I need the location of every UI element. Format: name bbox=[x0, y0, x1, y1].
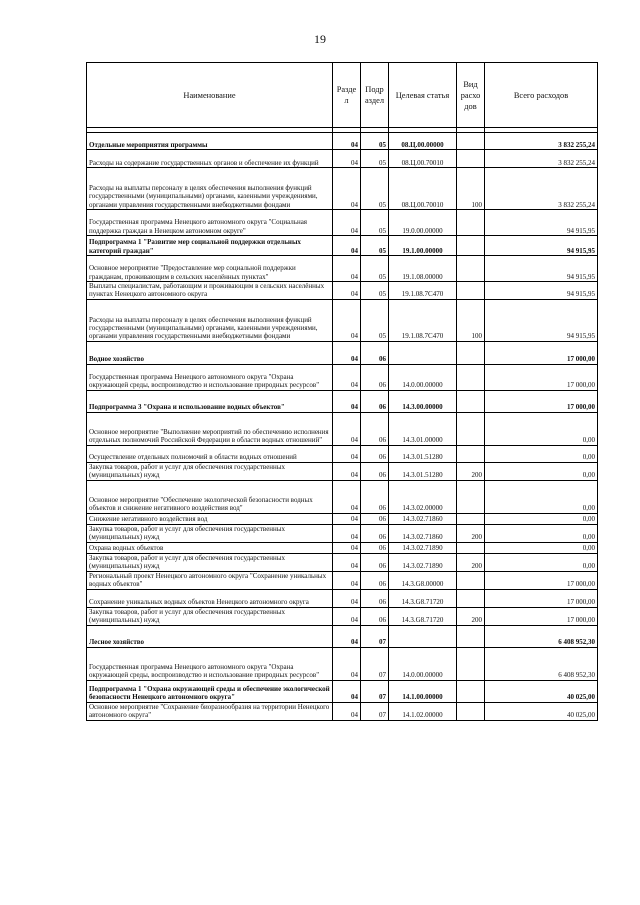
row-name: Основное мероприятие "Обеспечение экологической безопасности водных объектов и снижение негативного воздействия вод" bbox=[87, 480, 333, 513]
table-row bbox=[87, 702, 598, 720]
row-amount: 17 000,00 bbox=[485, 607, 598, 625]
row-target-code: 14.3.02.71890 bbox=[389, 553, 457, 571]
row-expense-kind: 100 bbox=[457, 299, 485, 341]
row-section: 04 bbox=[333, 150, 361, 168]
header-total: Всего расходов bbox=[485, 63, 598, 128]
table-row bbox=[87, 168, 598, 210]
row-target-code: 14.1.02.00000 bbox=[389, 702, 457, 720]
table-row bbox=[87, 462, 598, 480]
table-row bbox=[87, 625, 598, 647]
table-row bbox=[87, 210, 598, 236]
row-name: Закупка товаров, работ и услуг для обеспечения государственных (муниципальных) нужд bbox=[87, 462, 333, 480]
table-row bbox=[87, 524, 598, 542]
row-expense-kind bbox=[457, 364, 485, 390]
row-amount: 0,00 bbox=[485, 513, 598, 524]
row-section: 04 bbox=[333, 553, 361, 571]
row-section: 04 bbox=[333, 445, 361, 462]
table-body bbox=[87, 133, 598, 721]
row-name: Расходы на выплаты персоналу в целях обеспечения выполнения функций государственными (муниципальными) органами, казенными учреждениями, органами управления государственными внебюджетными фондами bbox=[87, 168, 333, 210]
table-row bbox=[87, 236, 598, 256]
row-subsection: 06 bbox=[361, 341, 389, 364]
row-subsection: 05 bbox=[361, 133, 389, 150]
row-amount: 17 000,00 bbox=[485, 589, 598, 607]
row-target-code: 08.Ц.00.70010 bbox=[389, 168, 457, 210]
row-expense-kind bbox=[457, 542, 485, 553]
row-name: Отдельные мероприятия программы bbox=[87, 133, 333, 150]
row-amount: 6 408 952,30 bbox=[485, 625, 598, 647]
table-row bbox=[87, 299, 598, 341]
row-expense-kind: 200 bbox=[457, 462, 485, 480]
row-target-code: 14.0.00.00000 bbox=[389, 647, 457, 680]
row-amount: 94 915,95 bbox=[485, 236, 598, 256]
row-section: 04 bbox=[333, 412, 361, 445]
page-number: 19 bbox=[314, 32, 326, 46]
table-row bbox=[87, 412, 598, 445]
row-name: Государственная программа Ненецкого автономного округа "Социальная поддержка граждан в Ненецком автономном округе" bbox=[87, 210, 333, 236]
header-target: Целевая статья bbox=[389, 63, 457, 128]
row-target-code: 19.1.08.7С470 bbox=[389, 282, 457, 300]
row-amount: 0,00 bbox=[485, 553, 598, 571]
row-subsection: 06 bbox=[361, 553, 389, 571]
row-expense-kind: 200 bbox=[457, 607, 485, 625]
row-subsection: 06 bbox=[361, 364, 389, 390]
row-amount: 17 000,00 bbox=[485, 364, 598, 390]
row-subsection: 05 bbox=[361, 236, 389, 256]
table-row bbox=[87, 680, 598, 702]
row-amount: 40 025,00 bbox=[485, 702, 598, 720]
row-section: 04 bbox=[333, 702, 361, 720]
row-section: 04 bbox=[333, 364, 361, 390]
row-expense-kind bbox=[457, 513, 485, 524]
table-row bbox=[87, 553, 598, 571]
row-subsection: 06 bbox=[361, 607, 389, 625]
table-row bbox=[87, 282, 598, 300]
row-name: Закупка товаров, работ и услуг для обеспечения государственных (муниципальных) нужд bbox=[87, 607, 333, 625]
row-expense-kind bbox=[457, 702, 485, 720]
row-expense-kind bbox=[457, 256, 485, 282]
row-subsection: 07 bbox=[361, 625, 389, 647]
row-target-code: 08.Ц.00.00000 bbox=[389, 133, 457, 150]
row-amount: 17 000,00 bbox=[485, 341, 598, 364]
row-target-code: 14.0.00.00000 bbox=[389, 364, 457, 390]
row-name: Расходы на выплаты персоналу в целях обеспечения выполнения функций государственными (муниципальными) органами, казенными учреждениями, органами управления государственными внебюджетными фондами bbox=[87, 299, 333, 341]
row-section: 04 bbox=[333, 462, 361, 480]
row-expense-kind bbox=[457, 480, 485, 513]
table-row bbox=[87, 542, 598, 553]
row-expense-kind bbox=[457, 445, 485, 462]
row-target-code: 14.3.02.71860 bbox=[389, 513, 457, 524]
table-row bbox=[87, 647, 598, 680]
row-name: Подпрограмма 3 "Охрана и использование водных объектов" bbox=[87, 390, 333, 412]
row-amount: 6 408 952,30 bbox=[485, 647, 598, 680]
row-name: Охрана водных объектов bbox=[87, 542, 333, 553]
table-row bbox=[87, 445, 598, 462]
row-amount: 3 832 255,24 bbox=[485, 150, 598, 168]
row-section: 04 bbox=[333, 299, 361, 341]
row-section: 04 bbox=[333, 236, 361, 256]
row-amount: 17 000,00 bbox=[485, 571, 598, 589]
row-target-code: 14.3.02.00000 bbox=[389, 480, 457, 513]
row-subsection: 07 bbox=[361, 647, 389, 680]
row-name: Сохранение уникальных водных объектов Ненецкого автономного округа bbox=[87, 589, 333, 607]
row-expense-kind bbox=[457, 150, 485, 168]
row-expense-kind bbox=[457, 133, 485, 150]
row-section: 04 bbox=[333, 647, 361, 680]
row-amount: 0,00 bbox=[485, 542, 598, 553]
row-name: Государственная программа Ненецкого автономного округа "Охрана окружающей среды, воспроизводство и использование природных ресурсов" bbox=[87, 647, 333, 680]
row-subsection: 06 bbox=[361, 445, 389, 462]
row-section: 04 bbox=[333, 589, 361, 607]
row-section: 04 bbox=[333, 133, 361, 150]
row-amount: 3 832 255,24 bbox=[485, 168, 598, 210]
table-row bbox=[87, 364, 598, 390]
table-row bbox=[87, 341, 598, 364]
row-section: 04 bbox=[333, 524, 361, 542]
row-section: 04 bbox=[333, 168, 361, 210]
row-name: Основное мероприятие "Предоставление мер социальной поддержки гражданам, проживающим в сельских населённых пунктах" bbox=[87, 256, 333, 282]
row-amount: 3 832 255,24 bbox=[485, 133, 598, 150]
table-row bbox=[87, 513, 598, 524]
row-section: 04 bbox=[333, 680, 361, 702]
row-section: 04 bbox=[333, 607, 361, 625]
row-subsection: 07 bbox=[361, 680, 389, 702]
row-amount: 40 025,00 bbox=[485, 680, 598, 702]
row-name: Основное мероприятие "Сохранение биоразнообразия на территории Ненецкого автономного округа" bbox=[87, 702, 333, 720]
table-row bbox=[87, 480, 598, 513]
table-row bbox=[87, 607, 598, 625]
row-target-code: 14.3.01.51280 bbox=[389, 445, 457, 462]
row-name: Региональный проект Ненецкого автономного округа "Сохранение уникальных водных объектов" bbox=[87, 571, 333, 589]
row-expense-kind bbox=[457, 412, 485, 445]
row-subsection: 06 bbox=[361, 589, 389, 607]
row-target-code: 14.3.01.51280 bbox=[389, 462, 457, 480]
table-row bbox=[87, 571, 598, 589]
row-section: 04 bbox=[333, 480, 361, 513]
row-section: 04 bbox=[333, 282, 361, 300]
row-expense-kind: 200 bbox=[457, 553, 485, 571]
row-name: Основное мероприятие "Выполнение мероприятий по обеспечению исполнения отдельных полномочий Российской Федерации в области водных отношений" bbox=[87, 412, 333, 445]
row-amount: 94 915,95 bbox=[485, 210, 598, 236]
row-amount: 94 915,95 bbox=[485, 282, 598, 300]
row-expense-kind bbox=[457, 589, 485, 607]
row-name: Закупка товаров, работ и услуг для обеспечения государственных (муниципальных) нужд bbox=[87, 524, 333, 542]
row-subsection: 06 bbox=[361, 412, 389, 445]
row-subsection: 06 bbox=[361, 462, 389, 480]
row-target-code bbox=[389, 625, 457, 647]
row-subsection: 05 bbox=[361, 168, 389, 210]
row-subsection: 05 bbox=[361, 210, 389, 236]
row-target-code: 14.1.00.00000 bbox=[389, 680, 457, 702]
row-subsection: 05 bbox=[361, 150, 389, 168]
table-row bbox=[87, 589, 598, 607]
row-name: Подпрограмма 1 "Развитие мер социальной поддержки отдельных категорий граждан" bbox=[87, 236, 333, 256]
row-section: 04 bbox=[333, 542, 361, 553]
row-name: Водное хозяйство bbox=[87, 341, 333, 364]
row-subsection: 06 bbox=[361, 390, 389, 412]
row-target-code: 14.3.G8.71720 bbox=[389, 589, 457, 607]
row-expense-kind bbox=[457, 282, 485, 300]
header-subsection: Подр аздел bbox=[361, 63, 389, 128]
row-amount: 17 000,00 bbox=[485, 390, 598, 412]
row-subsection: 05 bbox=[361, 256, 389, 282]
row-section: 04 bbox=[333, 256, 361, 282]
header-section: Разде л bbox=[333, 63, 361, 128]
row-subsection: 05 bbox=[361, 299, 389, 341]
row-name: Лесное хозяйство bbox=[87, 625, 333, 647]
row-target-code: 19.1.08.7С470 bbox=[389, 299, 457, 341]
row-subsection: 06 bbox=[361, 542, 389, 553]
row-subsection: 06 bbox=[361, 480, 389, 513]
row-section: 04 bbox=[333, 341, 361, 364]
row-amount: 0,00 bbox=[485, 524, 598, 542]
row-section: 04 bbox=[333, 390, 361, 412]
row-amount: 0,00 bbox=[485, 445, 598, 462]
row-target-code: 19.1.08.00000 bbox=[389, 256, 457, 282]
row-section: 04 bbox=[333, 513, 361, 524]
row-subsection: 05 bbox=[361, 282, 389, 300]
row-section: 04 bbox=[333, 625, 361, 647]
table-row bbox=[87, 256, 598, 282]
row-subsection: 06 bbox=[361, 524, 389, 542]
row-name: Выплаты специалистам, работающим и проживающим в сельских населённых пунктах Ненецкого автономного округа bbox=[87, 282, 333, 300]
row-target-code: 19.1.00.00000 bbox=[389, 236, 457, 256]
row-expense-kind bbox=[457, 236, 485, 256]
row-expense-kind bbox=[457, 625, 485, 647]
row-target-code: 14.3.01.00000 bbox=[389, 412, 457, 445]
row-expense-kind bbox=[457, 341, 485, 364]
row-target-code bbox=[389, 341, 457, 364]
row-target-code: 14.3.G8.00000 bbox=[389, 571, 457, 589]
row-target-code: 14.3.G8.71720 bbox=[389, 607, 457, 625]
row-subsection: 07 bbox=[361, 702, 389, 720]
budget-table bbox=[86, 62, 598, 721]
row-amount: 94 915,95 bbox=[485, 256, 598, 282]
row-expense-kind bbox=[457, 210, 485, 236]
row-amount: 0,00 bbox=[485, 462, 598, 480]
row-subsection: 06 bbox=[361, 571, 389, 589]
table-row bbox=[87, 390, 598, 412]
row-amount: 0,00 bbox=[485, 412, 598, 445]
row-target-code: 08.Ц.00.70010 bbox=[389, 150, 457, 168]
row-expense-kind: 100 bbox=[457, 168, 485, 210]
row-target-code: 14.3.00.00000 bbox=[389, 390, 457, 412]
row-expense-kind bbox=[457, 571, 485, 589]
header-kind: Вид расхо дов bbox=[457, 63, 485, 128]
row-section: 04 bbox=[333, 571, 361, 589]
row-expense-kind bbox=[457, 390, 485, 412]
row-name: Осуществление отдельных полномочий в области водных отношений bbox=[87, 445, 333, 462]
row-target-code: 19.0.00.00000 bbox=[389, 210, 457, 236]
row-target-code: 14.3.02.71890 bbox=[389, 542, 457, 553]
row-name: Подпрограмма 1 "Охрана окружающей среды и обеспечение экологической безопасности Ненецкого автономного округа" bbox=[87, 680, 333, 702]
row-amount: 0,00 bbox=[485, 480, 598, 513]
row-name: Закупка товаров, работ и услуг для обеспечения государственных (муниципальных) нужд bbox=[87, 553, 333, 571]
row-expense-kind bbox=[457, 647, 485, 680]
row-name: Снижение негативного воздействия вод bbox=[87, 513, 333, 524]
row-expense-kind: 200 bbox=[457, 524, 485, 542]
row-name: Расходы на содержание государственных органов и обеспечение их функций bbox=[87, 150, 333, 168]
row-section: 04 bbox=[333, 210, 361, 236]
row-subsection: 06 bbox=[361, 513, 389, 524]
row-expense-kind bbox=[457, 680, 485, 702]
row-target-code: 14.3.02.71860 bbox=[389, 524, 457, 542]
table-header-row bbox=[87, 63, 598, 128]
header-name: Наименование bbox=[87, 63, 333, 128]
table-row bbox=[87, 133, 598, 150]
table-row bbox=[87, 150, 598, 168]
row-name: Государственная программа Ненецкого автономного округа "Охрана окружающей среды, воспроизводство и использование природных ресурсов" bbox=[87, 364, 333, 390]
row-amount: 94 915,95 bbox=[485, 299, 598, 341]
